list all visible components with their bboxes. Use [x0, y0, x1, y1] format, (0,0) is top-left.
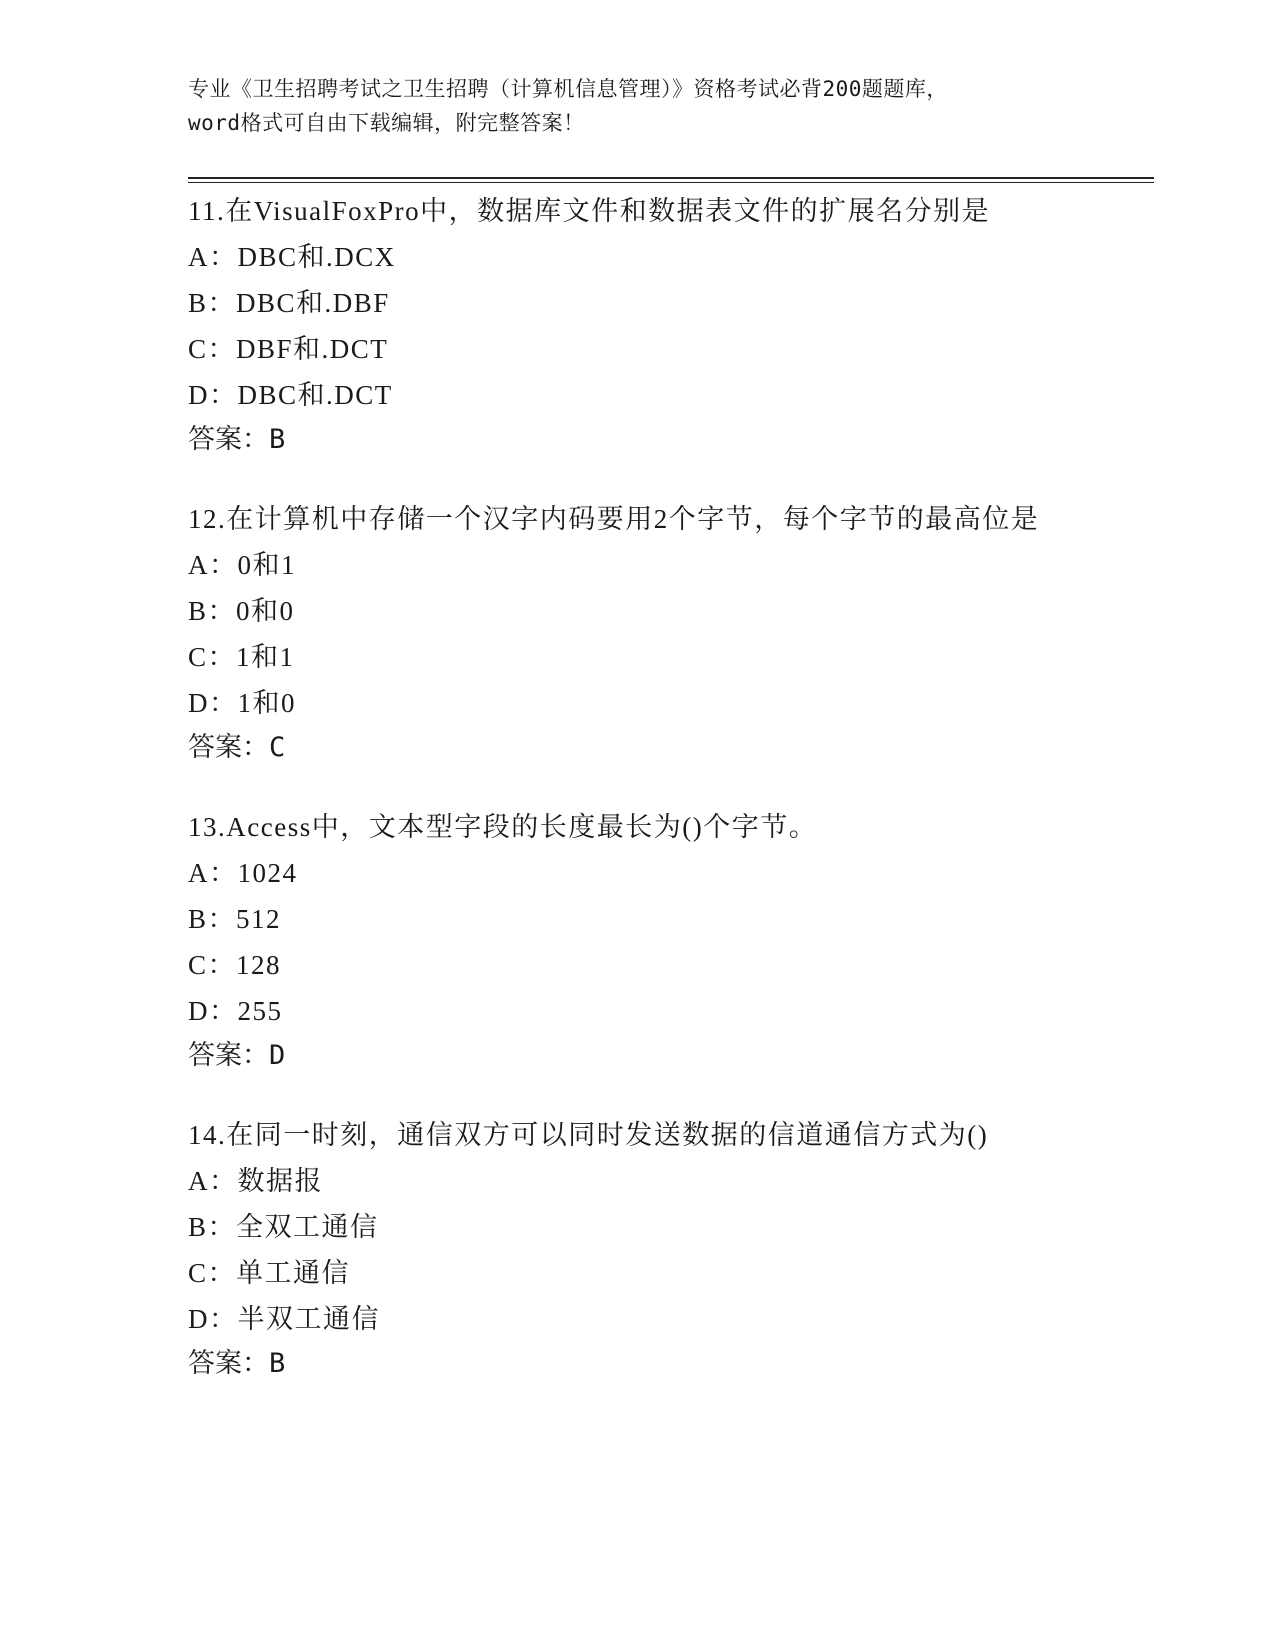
option-c: C：128	[188, 950, 282, 980]
answer-line: 答案：B	[188, 1348, 286, 1379]
option-b: B：全双工通信	[188, 1212, 379, 1242]
option-d: D：半双工通信	[188, 1304, 380, 1334]
header-line-1: 专业《卫生招聘考试之卫生招聘（计算机信息管理）》资格考试必背200题题库，	[188, 77, 948, 101]
header-line-2: word格式可自由下载编辑，附完整答案！	[188, 111, 585, 135]
question-stem: 12.在计算机中存储一个汉字内码要用2个字节，每个字节的最高位是	[188, 504, 1040, 534]
option-b: B：DBC和.DBF	[188, 288, 390, 318]
question-list	[188, 188, 1148, 1420]
header-divider-thin	[188, 182, 1154, 183]
header-divider-thick	[188, 177, 1154, 179]
answer-line: 答案：B	[188, 424, 286, 455]
question-12	[188, 496, 1148, 770]
question-13	[188, 804, 1148, 1078]
question-11	[188, 188, 1148, 462]
question-14	[188, 1112, 1148, 1386]
option-a: A：0和1	[188, 550, 296, 580]
option-b: B：512	[188, 904, 282, 934]
option-d: D：255	[188, 996, 283, 1026]
document-header	[188, 72, 1088, 140]
option-a: A：DBC和.DCX	[188, 242, 396, 272]
option-d: D：1和0	[188, 688, 296, 718]
option-a: A：1024	[188, 858, 298, 888]
option-b: B：0和0	[188, 596, 295, 626]
option-c: C：1和1	[188, 642, 295, 672]
option-a: A：数据报	[188, 1166, 323, 1196]
option-c: C：DBF和.DCT	[188, 334, 389, 364]
option-d: D：DBC和.DCT	[188, 380, 393, 410]
question-stem: 13.Access中，文本型字段的长度最长为()个字节。	[188, 812, 818, 842]
question-stem: 14.在同一时刻，通信双方可以同时发送数据的信道通信方式为()	[188, 1120, 989, 1150]
option-c: C：单工通信	[188, 1258, 351, 1288]
answer-line: 答案：D	[188, 1040, 286, 1071]
answer-line: 答案：C	[188, 732, 286, 763]
question-stem: 11.在VisualFoxPro中，数据库文件和数据表文件的扩展名分别是	[188, 196, 991, 226]
